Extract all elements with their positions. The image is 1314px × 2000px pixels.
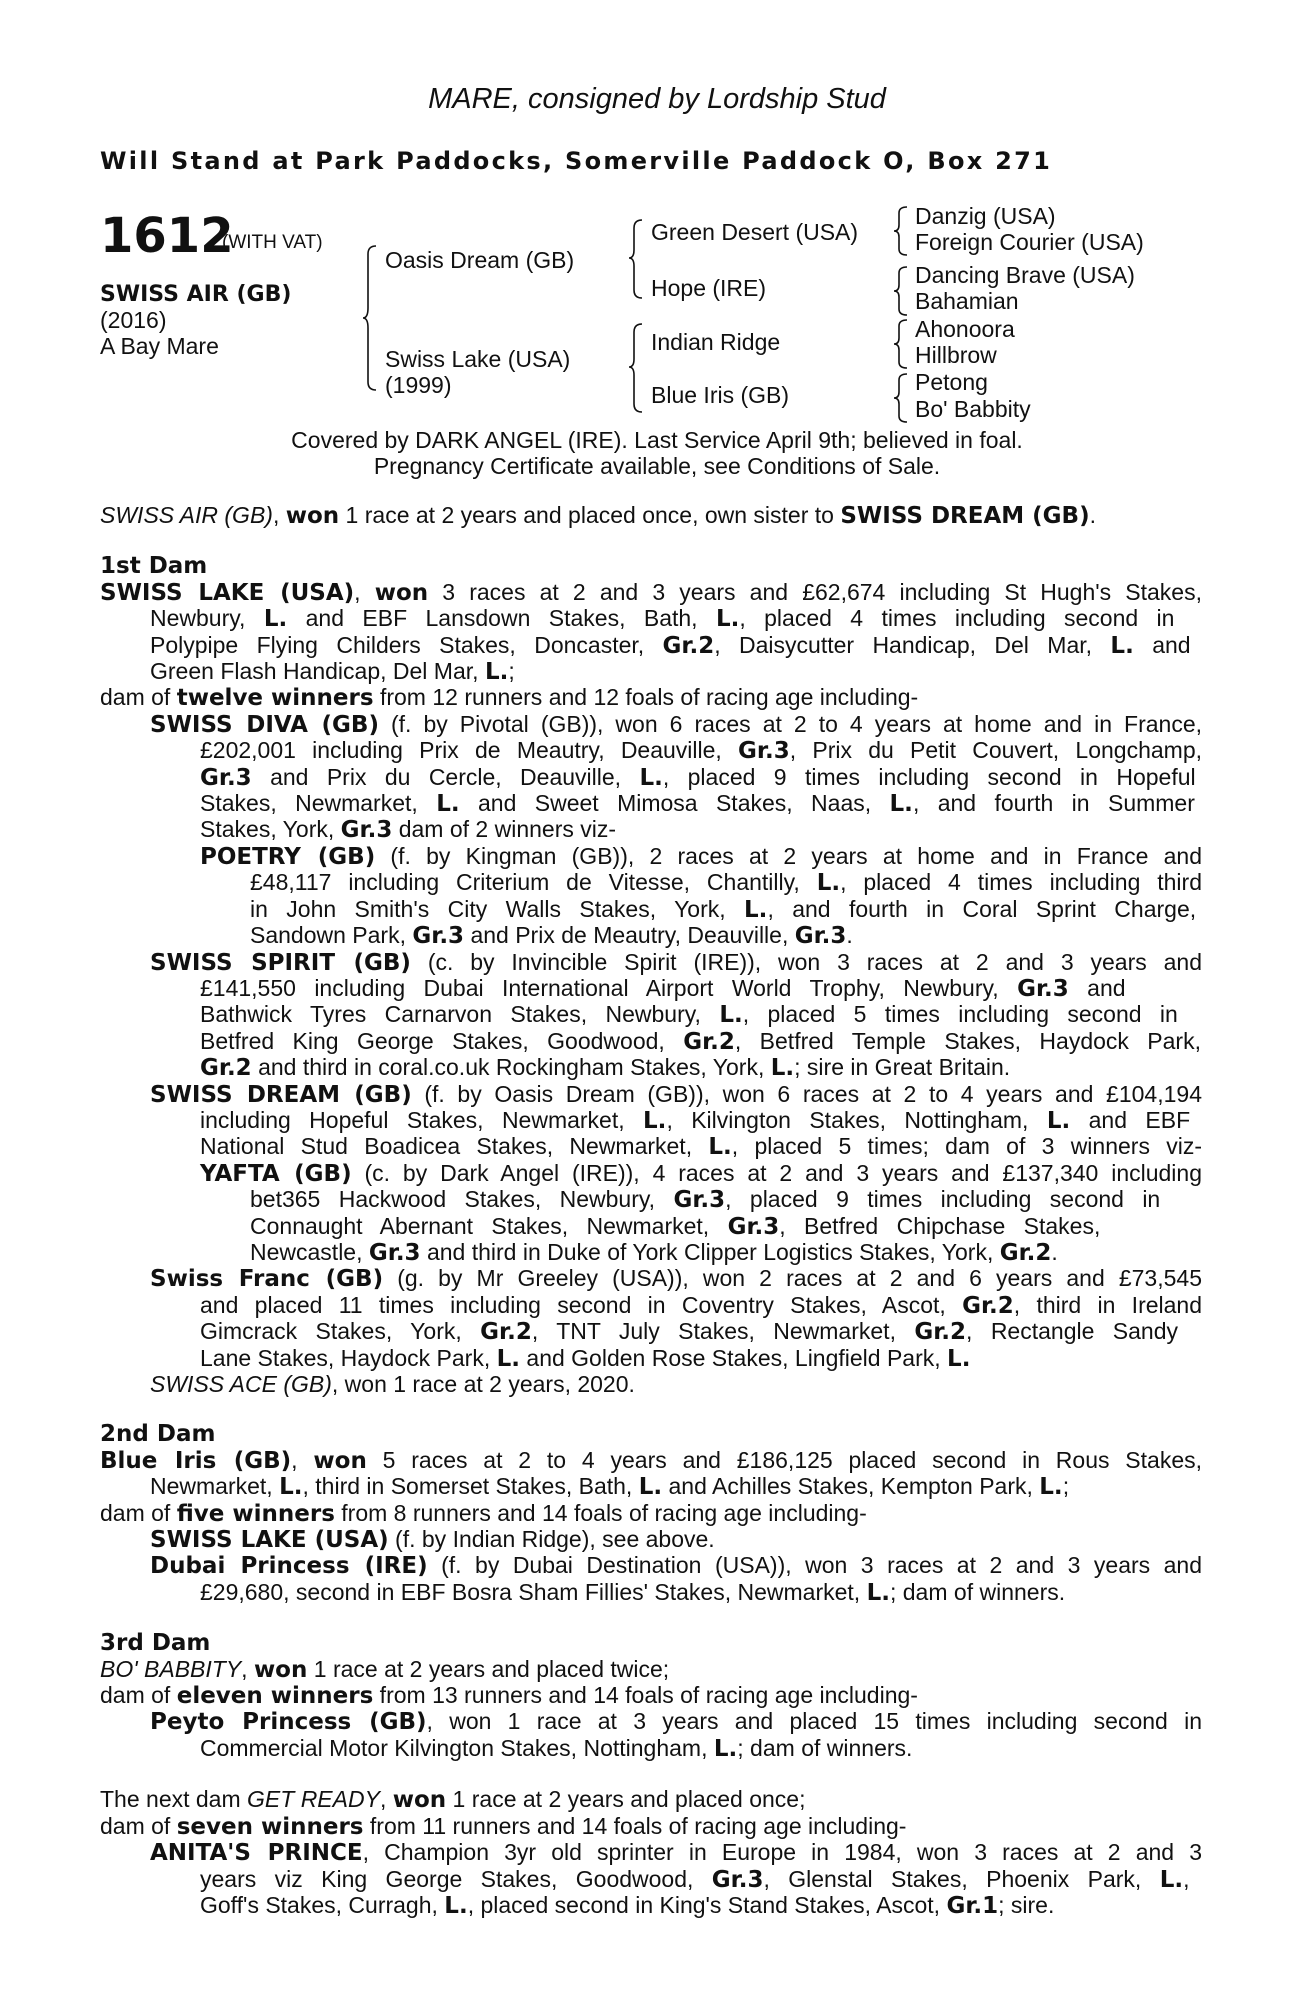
text-run: 1 race at 2 years and placed twice;: [307, 1655, 670, 1682]
bold-run: SWISS LAKE (USA): [100, 579, 355, 606]
text-run: , Daisycutter Handicap, Del Mar,: [714, 631, 1111, 658]
text-run: Newbury,: [150, 605, 264, 632]
text-run: , placed 4 times including third: [840, 869, 1202, 896]
text-run: The next dam: [100, 1786, 248, 1813]
bold-run: L.: [744, 896, 768, 923]
bold-run: L.: [1046, 1107, 1071, 1134]
text-run: , and fourth in Coral Sprint Charge,: [767, 895, 1197, 922]
text-run: ;: [508, 658, 515, 685]
text-run: (f. by Dubai Destination (USA)), won 3 races at 2 and 3 years and: [427, 1552, 1203, 1579]
bold-run: Dubai Princess (IRE): [150, 1553, 428, 1580]
text-run: ,: [379, 1786, 393, 1813]
bold-run: SWISS DREAM (GB): [840, 503, 1090, 529]
pregnancy-line: Pregnancy Certificate available, see Conditions of Sale.: [373, 453, 941, 479]
text-line: [100, 1580, 1202, 1606]
text-run: (f. by Oasis Dream (GB)), won 6 races at 2 to 4 years and £104,194: [411, 1080, 1202, 1107]
text-run: including Hopeful Stakes, Newmarket,: [200, 1106, 644, 1133]
pedigree-gg-8: Bo' Babbity: [915, 396, 1031, 422]
text-run: Newmarket,: [150, 1473, 280, 1500]
text-run: Newcastle,: [250, 1238, 369, 1265]
bold-run: L.: [444, 1892, 468, 1919]
italic-run: BO' BABBITY: [100, 1655, 242, 1682]
text-run: , Glenstal Stakes, Phoenix Park,: [763, 1865, 1160, 1892]
text-run: , Kilvington Stakes, Nottingham,: [666, 1106, 1047, 1133]
text-line: [100, 844, 1202, 870]
pedigree-bracket-gen1: [362, 244, 382, 392]
bold-run: SWISS DIVA (GB): [150, 711, 379, 738]
bold-run: L.: [279, 1474, 303, 1501]
bold-run: L.: [719, 1002, 743, 1029]
bold-run: Gr.3: [340, 817, 393, 844]
bold-run: five winners: [176, 1500, 335, 1527]
text-run: dam of: [100, 1499, 177, 1526]
text-line: [100, 1893, 1202, 1919]
pedigree-bracket-gg-b: [893, 265, 913, 317]
text-run: from 13 runners and 14 foals of racing age including-: [373, 1682, 918, 1709]
covering-note: [0, 427, 1314, 479]
bold-run: SWISS LAKE (USA): [150, 1527, 389, 1554]
text-run: Stakes, York,: [200, 816, 341, 843]
catalogue-body: [100, 503, 1202, 1919]
text-run: Connaught Abernant Stakes, Newmarket,: [250, 1212, 728, 1239]
bold-run: won: [313, 1447, 367, 1474]
text-run: ,: [354, 578, 375, 605]
text-run: and EBF Lansdown Stakes, Bath,: [287, 605, 716, 632]
text-line: [100, 1319, 1202, 1345]
text-line: [100, 1787, 1202, 1813]
text-run: Bathwick Tyres Carnarvon Stakes, Newbury,: [200, 1001, 720, 1028]
text-line: [100, 738, 1202, 764]
covering-line: Covered by DARK ANGEL (IRE). Last Service April 9th; believed in foal.: [291, 427, 1023, 453]
text-line: [100, 791, 1202, 817]
text-line: [100, 1709, 1202, 1735]
third-dam-heading: [100, 1631, 1202, 1656]
pedigree-gg-5: Ahonoora: [915, 316, 1015, 342]
text-run: , third in Somerset Stakes, Bath,: [302, 1473, 639, 1500]
text-line: [100, 580, 1202, 606]
pedigree-dam-sire: Indian Ridge: [651, 329, 781, 355]
text-run: 3 races at 2 and 3 years and £62,674 including St Hugh's Stakes,: [428, 578, 1202, 605]
text-run: years viz King George Stakes, Goodwood,: [200, 1865, 712, 1892]
text-line: [100, 1266, 1202, 1292]
bold-run: L.: [947, 1345, 971, 1372]
text-run: , placed second in King's Stand Stakes, Ascot,: [467, 1891, 947, 1918]
text-run: dam of: [100, 684, 177, 711]
bold-run: L.: [496, 1345, 521, 1372]
text-run: , won 1 race at 2 years, 2020.: [331, 1371, 635, 1397]
foaling-year: (2016): [100, 307, 167, 333]
pedigree-bracket-gg-a: [893, 205, 913, 257]
bold-run: YAFTA (GB): [200, 1160, 352, 1187]
bold-run: Gr.3: [200, 764, 252, 791]
text-line: [100, 1501, 1202, 1527]
text-run: (f. by Indian Ridge), see above.: [388, 1526, 715, 1553]
bold-run: L.: [866, 1579, 890, 1606]
bold-run: L.: [889, 791, 913, 818]
text-run: , placed 9 times including second in: [725, 1186, 1161, 1213]
bold-run: 3rd Dam: [100, 1630, 211, 1657]
text-run: ; sire.: [998, 1891, 1055, 1918]
italic-run: SWISS AIR (GB): [100, 502, 273, 528]
text-line: [100, 1657, 1202, 1683]
pedigree-dam: Swiss Lake (USA): [385, 346, 571, 372]
text-run: ; dam of winners.: [737, 1734, 913, 1761]
bold-run: Gr.2: [999, 1239, 1052, 1266]
pedigree-dam-dam: Blue Iris (GB): [651, 382, 790, 408]
text-run: from 11 runners and 14 foals of racing age including-: [363, 1812, 907, 1839]
text-run: 5 races at 2 to 4 years and £186,125 placed second in Rous Stakes,: [366, 1446, 1203, 1473]
text-line: [100, 685, 1202, 711]
text-run: .: [846, 922, 853, 949]
pedigree-sire-dam: Hope (IRE): [651, 275, 767, 301]
text-run: £48,117 including Criterium de Vitesse, Chantilly,: [250, 869, 817, 896]
bold-run: L.: [708, 1134, 732, 1161]
text-run: ,: [1183, 1865, 1190, 1892]
bold-run: won: [285, 503, 340, 529]
text-line: [100, 1240, 1202, 1266]
bold-run: Gr.3: [738, 738, 790, 765]
pedigree-sire-sire: Green Desert (USA): [651, 219, 859, 245]
bold-run: Gr.2: [200, 1055, 252, 1082]
text-run: , Prix du Petit Couvert, Longchamp,: [789, 737, 1202, 764]
text-run: , placed 5 times including second in: [742, 1001, 1178, 1028]
italic-run: SWISS ACE (GB): [150, 1371, 332, 1397]
text-run: ,: [291, 1446, 314, 1473]
text-run: dam of 2 winners viz-: [392, 816, 617, 843]
bold-run: L.: [643, 1107, 667, 1134]
text-line: [100, 1161, 1202, 1187]
pedigree-gg-3: Dancing Brave (USA): [915, 262, 1135, 288]
text-line: [100, 1214, 1202, 1240]
bold-run: L.: [1039, 1474, 1063, 1501]
bold-run: Gr.3: [1017, 975, 1069, 1002]
text-run: ; dam of winners.: [889, 1578, 1066, 1605]
bold-run: L.: [816, 870, 841, 897]
catalogue-title: MARE, consigned by Lordship Stud: [428, 83, 886, 115]
first-dam-text: [100, 580, 1202, 1398]
bold-run: L.: [436, 791, 460, 818]
text-run: from 8 runners and 14 foals of racing age including-: [334, 1499, 867, 1526]
bold-run: L.: [639, 764, 663, 791]
text-line: [100, 1814, 1202, 1840]
text-line: [100, 606, 1202, 632]
text-line: [100, 1082, 1202, 1108]
text-run: and Prix de Meautry, Deauville,: [464, 922, 795, 949]
bold-run: eleven winners: [176, 1683, 374, 1710]
bold-run: Gr.1: [946, 1892, 999, 1919]
text-run: in John Smith's City Walls Stakes, York,: [250, 895, 745, 922]
text-run: Sandown Park,: [250, 922, 413, 949]
pedigree-gg-4: Bahamian: [915, 288, 1019, 314]
text-run: .: [1089, 502, 1096, 528]
bold-run: L.: [484, 659, 509, 686]
bold-run: Gr.2: [480, 1319, 532, 1346]
text-run: and Sweet Mimosa Stakes, Naas,: [459, 790, 890, 817]
bold-run: Gr.3: [368, 1239, 421, 1266]
text-run: £29,680, second in EBF Bosra Sham Fillies' Stakes, Newmarket,: [200, 1578, 867, 1605]
text-line: [100, 1002, 1202, 1028]
text-run: , Betfred Chipchase Stakes,: [779, 1212, 1101, 1239]
text-run: and Golden Rose Stakes, Lingfield Park,: [520, 1344, 948, 1371]
text-run: , placed 4 times including second in: [739, 605, 1175, 632]
stand-location: Will Stand at Park Paddocks, Somerville Paddock O, Box 271: [100, 147, 1053, 175]
text-line: [100, 817, 1202, 843]
bold-run: ANITA'S PRINCE: [150, 1840, 363, 1867]
pedigree-bracket-gg-d: [893, 372, 913, 424]
text-run: Betfred King George Stakes, Goodwood,: [200, 1027, 684, 1054]
intro-paragraph: [100, 503, 1202, 529]
next-dam-text: [100, 1787, 1202, 1919]
text-run: , third in Ireland: [1013, 1291, 1203, 1318]
bold-run: Gr.3: [711, 1866, 764, 1893]
bold-run: SWISS SPIRIT (GB): [150, 949, 411, 976]
text-line: [100, 1553, 1202, 1579]
second-dam-heading: [100, 1422, 1202, 1447]
bold-run: Gr.3: [794, 923, 847, 950]
text-run: from 12 runners and 12 foals of racing age including-: [373, 684, 919, 711]
text-run: and: [1068, 974, 1126, 1001]
bold-run: won: [374, 579, 429, 606]
bold-run: L.: [263, 606, 288, 633]
text-run: and Prix du Cercle, Deauville,: [251, 763, 640, 790]
text-run: ; sire in Great Britain.: [794, 1054, 1011, 1081]
bold-run: 2nd Dam: [100, 1421, 216, 1448]
bold-run: 1st Dam: [100, 553, 208, 580]
pedigree-dam-year: (1999): [385, 372, 452, 398]
third-dam-text: [100, 1657, 1202, 1763]
bold-run: won: [392, 1787, 447, 1814]
text-run: , Champion 3yr old sprinter in Europe in 1984, won 3 races at 2 and 3: [362, 1839, 1203, 1866]
pedigree-bracket-sire: [628, 218, 648, 300]
text-run: Lane Stakes, Haydock Park,: [200, 1344, 497, 1371]
text-run: Goff's Stakes, Curragh,: [200, 1891, 445, 1918]
text-run: and: [1133, 631, 1191, 658]
text-run: , and fourth in Summer: [912, 790, 1195, 817]
first-dam-heading: [100, 554, 1202, 579]
text-run: Green Flash Handicap, Del Mar,: [150, 658, 485, 685]
italic-run: GET READY: [247, 1786, 380, 1813]
bold-run: Swiss Franc (GB): [150, 1266, 384, 1293]
text-run: , placed 9 times including second in Hopeful: [662, 763, 1196, 790]
text-line: [100, 1736, 1202, 1762]
bold-run: Gr.3: [727, 1213, 780, 1240]
text-line: [100, 1346, 1202, 1372]
pedigree-bracket-gg-c: [893, 318, 913, 370]
text-line: [100, 1867, 1202, 1893]
bold-run: Gr.3: [673, 1187, 726, 1214]
text-run: and EBF: [1070, 1106, 1191, 1133]
lot-number: 1612: [100, 208, 234, 264]
text-line: [100, 923, 1202, 949]
text-run: and third in coral.co.uk Rockingham Stakes, York,: [251, 1054, 771, 1081]
text-line: [100, 1683, 1202, 1709]
text-run: (f. by Kingman (GB)), 2 races at 2 years at home and in France and: [375, 842, 1202, 869]
text-run: National Stud Boadicea Stakes, Newmarket,: [200, 1133, 709, 1160]
text-line: [100, 1372, 1202, 1397]
bold-run: L.: [1159, 1866, 1184, 1893]
bold-run: won: [253, 1656, 308, 1683]
text-run: (c. by Dark Angel (IRE)), 4 races at 2 and 3 years and £137,340 including: [351, 1159, 1203, 1186]
text-run: £141,550 including Dubai International Airport World Trophy, Newbury,: [200, 974, 1018, 1001]
text-line: [100, 1055, 1202, 1081]
bold-run: Gr.2: [683, 1028, 735, 1055]
text-line: [100, 870, 1202, 896]
bold-run: Gr.3: [412, 923, 465, 950]
bold-run: Gr.2: [662, 632, 715, 659]
text-line: [100, 1448, 1202, 1474]
text-line: [100, 1029, 1202, 1055]
text-line: [100, 897, 1202, 923]
bold-run: L.: [770, 1055, 795, 1082]
pedigree-gg-7: Petong: [915, 369, 988, 395]
text-run: ,: [241, 1655, 254, 1682]
text-run: Stakes, Newmarket,: [200, 790, 437, 817]
text-run: bet365 Hackwood Stakes, Newbury,: [250, 1186, 674, 1213]
text-line: [100, 1527, 1202, 1553]
second-dam-text: [100, 1448, 1202, 1606]
bold-run: Gr.2: [962, 1292, 1014, 1319]
text-run: Commercial Motor Kilvington Stakes, Nottingham,: [200, 1734, 714, 1761]
bold-run: Peyto Princess (GB): [150, 1709, 427, 1736]
text-run: , Betfred Temple Stakes, Haydock Park,: [734, 1027, 1201, 1054]
text-run: (c. by Invincible Spirit (IRE)), won 3 races at 2 and 3 years and: [410, 948, 1203, 975]
text-run: .: [1051, 1238, 1058, 1265]
bold-run: L.: [715, 606, 740, 633]
text-line: [100, 765, 1202, 791]
text-line: [100, 1187, 1202, 1213]
horse-name: SWISS AIR (GB): [100, 282, 292, 307]
bold-run: L.: [1110, 632, 1134, 659]
pedigree-gg-6: Hillbrow: [915, 342, 997, 368]
bold-run: L.: [638, 1474, 663, 1501]
vat-note: (WITH VAT): [222, 232, 323, 253]
text-run: (g. by Mr Greeley (USA)), won 2 races at 2 and 6 years and £73,545: [383, 1265, 1202, 1292]
pedigree-gg-2: Foreign Courier (USA): [915, 229, 1144, 255]
text-run: Gimcrack Stakes, York,: [200, 1318, 481, 1345]
text-line: [100, 1293, 1202, 1319]
text-line: [100, 659, 1202, 685]
text-line: [100, 1134, 1202, 1160]
text-line: [100, 950, 1202, 976]
bold-run: seven winners: [176, 1813, 364, 1840]
bold-run: POETRY (GB): [200, 843, 376, 870]
text-line: [100, 1108, 1202, 1134]
text-run: (f. by Pivotal (GB)), won 6 races at 2 to 4 years at home and in France,: [378, 710, 1202, 737]
text-line: [100, 633, 1202, 659]
text-run: £202,001 including Prix de Meautry, Deauville,: [200, 737, 739, 764]
bold-run: Blue Iris (GB): [100, 1447, 292, 1474]
text-run: and Achilles Stakes, Kempton Park,: [662, 1473, 1040, 1500]
bold-run: SWISS DREAM (GB): [150, 1081, 412, 1108]
bold-run: Gr.2: [914, 1319, 967, 1346]
text-line: [100, 976, 1202, 1002]
pedigree-bracket-dam: [628, 322, 648, 414]
pedigree-gg-1: Danzig (USA): [915, 203, 1056, 229]
text-run: , TNT July Stakes, Newmarket,: [531, 1318, 915, 1345]
text-run: , placed 5 times; dam of 3 winners viz-: [731, 1133, 1202, 1160]
bold-run: L.: [713, 1735, 738, 1762]
horse-description: A Bay Mare: [100, 333, 219, 359]
text-line: [100, 712, 1202, 738]
text-run: 1 race at 2 years and placed once;: [446, 1786, 806, 1813]
text-run: , won 1 race at 3 years and placed 15 times including second in: [426, 1708, 1202, 1735]
text-run: ;: [1062, 1473, 1070, 1500]
text-run: dam of: [100, 1812, 177, 1839]
text-run: and placed 11 times including second in Coventry Stakes, Ascot,: [200, 1291, 963, 1318]
pedigree-sire: Oasis Dream (GB): [385, 247, 575, 273]
text-run: 1 race at 2 years and placed once, own sister to: [339, 502, 841, 528]
text-line: [100, 1474, 1202, 1500]
bold-run: twelve winners: [176, 685, 374, 712]
text-run: and third in Duke of York Clipper Logistics Stakes, York,: [420, 1238, 1000, 1265]
text-line: [100, 1840, 1202, 1866]
text-run: Polypipe Flying Childers Stakes, Doncaster,: [150, 631, 663, 658]
text-run: , Rectangle Sandy: [966, 1318, 1178, 1345]
text-run: ,: [272, 502, 286, 528]
text-run: dam of: [100, 1682, 177, 1709]
